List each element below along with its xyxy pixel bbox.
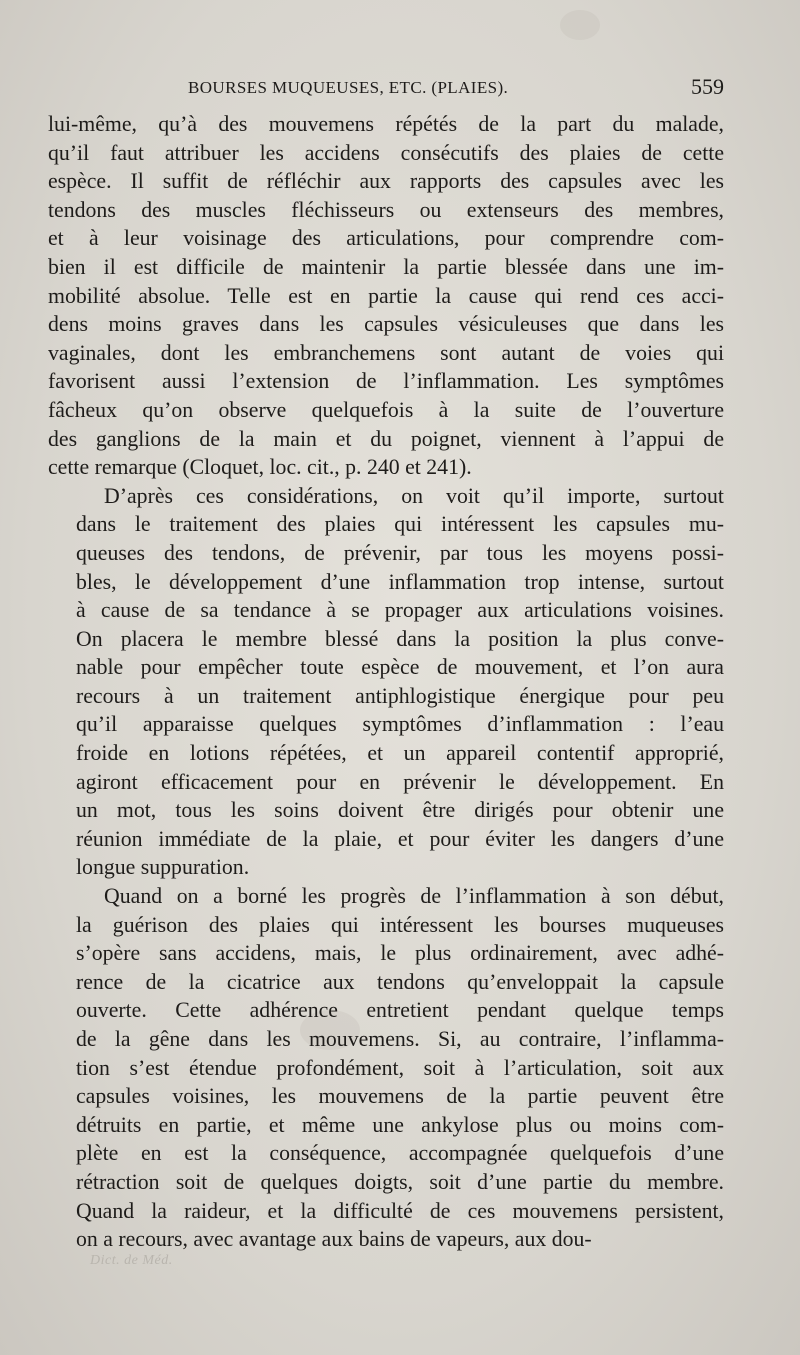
text-line: détruits en partie, et même une ankylose plus ou moins com- (76, 1112, 724, 1137)
page-number: 559 (691, 74, 724, 99)
text-line: recours à un traitement antiphlogistique énergique pour peu (76, 683, 724, 708)
text-line: lui-même, qu’à des mouvemens répétés de la part du malade, (48, 112, 724, 136)
text-line: queuses des tendons, de prévenir, par tous les moyens possi- (76, 540, 724, 565)
text-line: réunion immédiate de la plaie, et pour éviter les dangers d’une (76, 826, 724, 851)
text-line: de la gêne dans les mouvemens. Si, au contraire, l’inflamma- (76, 1027, 724, 1051)
text-line: un mot, tous les soins doivent être dirigés pour obtenir une (76, 798, 724, 823)
text-line: bien il est difficile de maintenir la partie blessée dans une im- (48, 254, 724, 279)
text-line: Quand la raideur, et la difficulté de ces mouvemens persistent, (76, 1198, 724, 1223)
body-text (48, 110, 724, 1254)
text-line: et à leur voisinage des articulations, pour comprendre com- (48, 226, 724, 251)
text-line: à cause de sa tendance à se propager aux articulations voisines. (76, 598, 724, 623)
page-header (48, 74, 724, 104)
text-line: cette remarque (Cloquet, loc. cit., p. 240 et 241). (48, 455, 472, 480)
text-line: qu’il faut attribuer les accidens consécutifs des plaies de cette (48, 140, 724, 165)
text-line: dens moins graves dans les capsules vésiculeuses que dans les (48, 312, 724, 337)
text-line: froide en lotions répétées, et un appareil contentif approprié, (76, 741, 724, 766)
text-line: ouverte. Cette adhérence entretient pendant quelque temps (76, 998, 724, 1023)
text-line: nable pour empêcher toute espèce de mouvement, et l’on aura (76, 655, 724, 680)
text-line: des ganglions de la main et du poignet, viennent à l’appui de (48, 426, 724, 451)
text-line: plète en est la conséquence, accompagnée quelquefois d’une (76, 1141, 724, 1166)
text-line: capsules voisines, les mouvemens de la partie peuvent être (76, 1084, 724, 1109)
paper-stain (560, 10, 600, 40)
text-line: Quand on a borné les progrès de l’inflammation à son début, (104, 884, 724, 909)
text-line: tendons des muscles fléchisseurs ou extenseurs des membres, (48, 197, 724, 222)
text-line: espèce. Il suffit de réfléchir aux rapports des capsules avec les (48, 169, 724, 194)
text-line: favorisent aussi l’extension de l’inflammation. Les symptômes (48, 369, 724, 394)
text-line: fâcheux qu’on observe quelquefois à la suite de l’ouverture (48, 397, 724, 422)
text-line: s’opère sans accidens, mais, le plus ordinairement, avec adhé- (76, 941, 724, 966)
text-line: On placera le membre blessé dans la position la plus conve- (76, 626, 724, 651)
text-line: vaginales, dont les embranchemens sont autant de voies qui (48, 340, 724, 365)
text-line: mobilité absolue. Telle est en partie la cause qui rend ces acci- (48, 283, 724, 308)
text-line: agiront efficacement pour en prévenir le développement. En (76, 769, 724, 794)
text-line: dans le traitement des plaies qui intéressent les capsules mu- (76, 512, 724, 537)
text-line: on a recours, avec avantage aux bains de vapeurs, aux dou- (76, 1227, 592, 1252)
paragraph (48, 110, 724, 482)
text-line: tion s’est étendue profondément, soit à l’articulation, soit aux (76, 1055, 724, 1080)
paragraph (48, 482, 724, 882)
text-line: D’après ces considérations, on voit qu’il importe, surtout (104, 483, 724, 508)
footer-note: Dict. de Méd. (90, 1253, 173, 1268)
text-line: rence de la cicatrice aux tendons qu’enveloppait la capsule (76, 969, 724, 994)
text-line: rétraction soit de quelques doigts, soit d’une partie du membre. (76, 1169, 724, 1194)
text-line: la guérison des plaies qui intéressent les bourses muqueuses (76, 912, 724, 937)
paragraph (48, 882, 724, 1254)
text-line: qu’il apparaisse quelques symptômes d’inflammation : l’eau (76, 712, 724, 737)
running-head: BOURSES MUQUEUSES, ETC. (PLAIES). (188, 78, 509, 97)
text-line: longue suppuration. (76, 855, 250, 880)
text-line: bles, le développement d’une inflammation trop intense, surtout (76, 569, 724, 594)
